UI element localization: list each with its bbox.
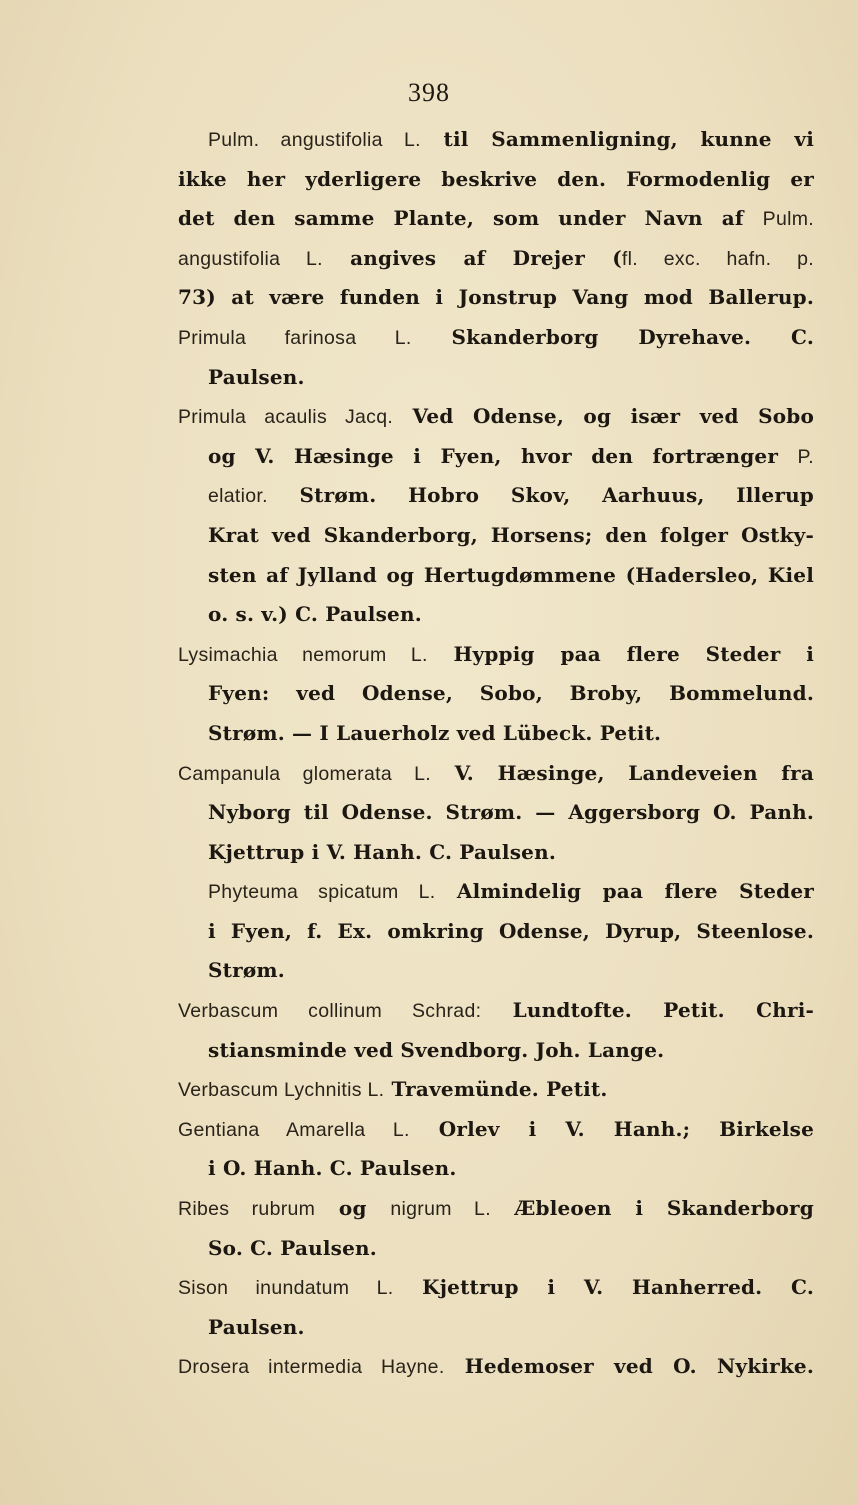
text-line [178,556,814,596]
text-line [178,991,814,1031]
text-line [178,635,814,675]
text-line [178,1070,814,1110]
danish-text: Krat ved Skanderborg, Horsens; den folger Ostky- [208,522,814,547]
text-line [178,714,814,754]
danish-text: Almindelig paa flere Steder [435,879,814,904]
danish-text: i Fyen, f. Ex. omkring Odense, Dyrup, Steenlose. [208,918,814,943]
text-block [178,120,814,1387]
text-line [178,1347,814,1387]
danish-text: sten af Jylland og Hertugdømmene (Hadersleo, Kiel [208,562,814,587]
danish-text: 73) at være funden i Jonstrup Vang mod Ballerup. [178,285,814,310]
latin-name: fl. exc. hafn. p. [621,247,814,270]
latin-name: Primula farinosa L. [178,326,412,349]
text-line [178,754,814,794]
danish-text: angives af Drejer ( [322,245,622,270]
danish-text: til Sammenligning, kunne vi [420,127,814,151]
danish-text: Kjettrup i V. Hanherred. C. [393,1275,814,1300]
danish-text: Kjettrup i V. Hanh. C. Paulsen. [208,839,556,864]
page-number: 398 [408,78,450,107]
latin-name: Drosera intermedia Hayne. [178,1356,445,1379]
text-line [178,912,814,952]
latin-name: elatior. [208,485,268,508]
latin-name: nigrum L. [390,1198,491,1221]
danish-text: det den samme Plante, som under Navn af [178,206,763,231]
text-line [178,120,814,160]
text-line [178,160,814,200]
text-line [178,199,814,239]
danish-text: Paulsen. [208,364,305,389]
danish-text: Strøm. [208,958,285,983]
text-line [178,1308,814,1348]
text-line [178,793,814,833]
text-line [178,278,814,318]
text-line [178,951,814,991]
text-line [178,1189,814,1229]
text-line [178,516,814,556]
text-line [178,239,814,279]
danish-text: Strøm. Hobro Skov, Aarhuus, Illerup [267,483,814,508]
latin-name: Ribes rubrum [178,1198,316,1221]
danish-text: Fyen: ved Odense, Sobo, Broby, Bommelund. [208,681,814,706]
danish-text: Skanderborg Dyrehave. C. [411,324,814,349]
latin-name: Primula acaulis Jacq. [178,406,394,429]
danish-text: stiansminde ved Svendborg. Joh. Lange. [208,1037,665,1062]
text-line [178,872,814,912]
latin-name: P. [797,445,814,468]
latin-name: Gentiana Amarella L. [178,1118,410,1141]
text-line [178,1110,814,1150]
danish-text: So. C. Paulsen. [208,1235,377,1260]
latin-name: Phyteuma spicatum L. [208,881,436,904]
text-line [178,397,814,437]
danish-text: Orlev i V. Hanh.; Birkelse [409,1116,814,1141]
latin-name: Pulm. [762,208,814,231]
latin-name: Sison inundatum L. [178,1277,394,1300]
danish-text: og [315,1196,391,1221]
text-line [178,674,814,714]
text-line [178,1229,814,1269]
text-line [178,1149,814,1189]
text-line [178,358,814,398]
danish-text: Hedemoser ved O. Nykirke. [444,1354,814,1379]
danish-text: V. Hæsinge, Landeveien fra [431,760,814,785]
danish-text: Nyborg til Odense. Strøm. — Aggersborg O. Panh. [208,800,814,825]
text-line [178,1268,814,1308]
danish-text: Paulsen. [208,1314,305,1339]
latin-name: Verbascum Lychnitis L. [178,1079,385,1102]
latin-name: Lysimachia nemorum L. [178,643,428,666]
latin-name: Verbascum collinum Schrad: [178,1000,482,1023]
danish-text: Lundtofte. Petit. Chri- [481,998,814,1023]
danish-text: og V. Hæsinge i Fyen, hvor den fortrænger [208,443,798,468]
latin-name: angustifolia L. [178,247,323,270]
danish-text: Travemünde. Petit. [384,1077,608,1102]
text-line [178,1031,814,1071]
danish-text: Ved Odense, og især ved Sobo [393,404,814,429]
danish-text: Hyppig paa flere Steder i [427,641,814,666]
danish-text: o. s. v.) C. Paulsen. [208,602,422,627]
text-line [178,318,814,358]
text-line [178,437,814,477]
danish-text: ikke her yderligere beskrive den. Formodenlig er [178,166,814,191]
latin-name: Pulm. angustifolia L. [208,129,421,151]
text-line [178,595,814,635]
danish-text: Strøm. — I Lauerholz ved Lübeck. Petit. [208,720,662,745]
latin-name: Campanula glomerata L. [178,762,431,785]
text-line [178,833,814,873]
danish-text: Æbleoen i Skanderborg [490,1196,814,1221]
text-line [178,476,814,516]
danish-text: i O. Hanh. C. Paulsen. [208,1156,457,1181]
